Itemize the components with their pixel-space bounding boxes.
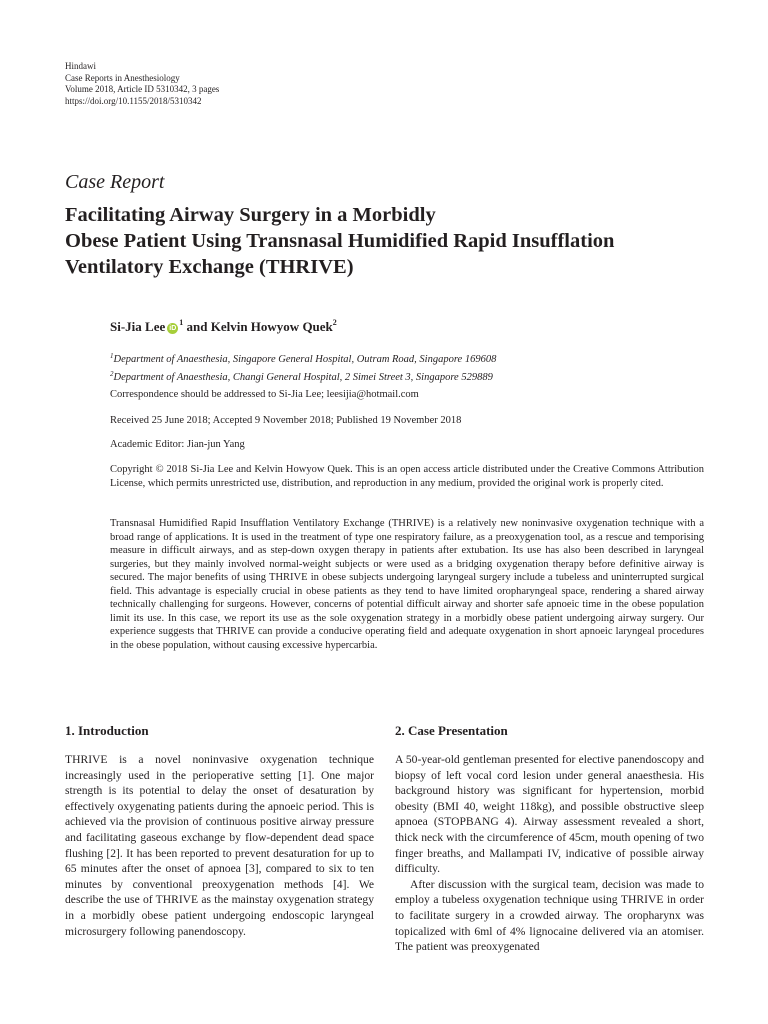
author-2-affiliation-marker: 2 bbox=[332, 318, 337, 327]
section-heading-introduction: 1. Introduction bbox=[65, 723, 149, 738]
publication-info bbox=[65, 61, 219, 107]
affiliation-2-marker: 2 bbox=[110, 370, 114, 378]
affiliations bbox=[110, 349, 496, 385]
publication-dates: Received 25 June 2018; Accepted 9 November 2018; Published 19 November 2018 bbox=[110, 415, 462, 426]
correspondence: Correspondence should be addressed to Si-Jia Lee; leesijia@hotmail.com bbox=[110, 389, 419, 400]
paragraph: A 50-year-old gentleman presented for elective panendoscopy and biopsy of left vocal cord lesion under general anaesthesia. His background history was significant for hypertension, morbid obesity (BMI 40, weight 118kg), and possible obstructive sleep apnoea (STOPBANG 4). Airway assessment revealed a short, thick neck with the circumference of 45cm, mouth opening of two finger breaths, and Mallampati IV, indicative of possible airway difficulty. bbox=[395, 753, 704, 876]
author-name-2[interactable]: Kelvin Howyow Quek bbox=[210, 319, 333, 334]
doi-link[interactable]: https://doi.org/10.1155/2018/5310342 bbox=[65, 95, 202, 106]
title-line-3: Ventilatory Exchange (THRIVE) bbox=[65, 256, 354, 278]
abstract: Transnasal Humidified Rapid Insufflation Ventilatory Exchange (THRIVE) is a relatively new noninvasive oxygenation technique with a broad range of applications. It is used in the treatment of type one respiratory failure, as a preoxygenation tool, as a rescue and temporising measure in difficult airways, and as step-down oxygen therapy in patients after extubation. Its use has also been described in laryngeal surgeries, but they mainly involved normal-weight subjects or were used as a bridging oxygenation therapy before definitive airway is secured. The major benefits of using THRIVE in obese subjects undergoing laryngeal surgery include a tubeless and uninterrupted surgical field. This advantage is especially crucial in obese patients as they tend to have limited oropharyngeal space, rendering a shared airway technically challenging for surgeons. However, concerns of potential difficult airway and shorter safe apnoeic time in the obese population limit its use. In this case, we report its use as the sole oxygenation strategy in a morbidly obese patient undergoing airway surgery. Our experience suggests that THRIVE can provide a conducive operating field and adequate oxygenation in short apnoeic laryngeal procedures in the obese population, without causing excessive hypercarbia. bbox=[110, 518, 704, 651]
author-name-1[interactable]: Si-Jia Lee bbox=[110, 319, 166, 334]
title-line-2: Obese Patient Using Transnasal Humidified Rapid Insufflation bbox=[65, 230, 615, 252]
affiliation-1-marker: 1 bbox=[110, 352, 114, 360]
affiliation-1-text: Department of Anaesthesia, Singapore General Hospital, Outram Road, Singapore 169608 bbox=[113, 354, 497, 365]
academic-editor: Academic Editor: Jian-jun Yang bbox=[110, 439, 245, 450]
copyright-notice: Copyright © 2018 Si-Jia Lee and Kelvin Howyow Quek. This is an open access article distributed under the Creative Commons Attribution License, which permits unrestricted use, distribution, and reproduction in any medium, provided the original work is properly cited. bbox=[110, 464, 704, 489]
orcid-icon[interactable]: iD bbox=[169, 325, 177, 332]
publisher-name: Hindawi bbox=[65, 61, 96, 71]
author-1-affiliation-marker: 1 bbox=[179, 318, 184, 327]
journal-name: Case Reports in Anesthesiology bbox=[65, 72, 180, 83]
author-connector: and bbox=[183, 319, 211, 334]
affiliation-2-text: Department of Anaesthesia, Changi General Hospital, 2 Simei Street 3, Singapore 529889 bbox=[113, 372, 493, 383]
author-list bbox=[110, 318, 337, 335]
article-title bbox=[65, 202, 725, 280]
affiliation-1 bbox=[110, 349, 496, 367]
section-heading-case-presentation: 2. Case Presentation bbox=[395, 723, 508, 738]
introduction-column bbox=[65, 752, 374, 939]
paragraph: After discussion with the surgical team, decision was made to employ a tubeless oxygenation technique using THRIVE in order to facilitate surgery in a crowded airway. The oropharynx was topicalized with 6ml of 4% lignocaine delivered via an atomiser. The patient was preoxygenated bbox=[395, 877, 704, 954]
article-type: Case Report bbox=[65, 171, 165, 193]
volume-info: Volume 2018, Article ID 5310342, 3 pages bbox=[65, 84, 220, 94]
title-line-1: Facilitating Airway Surgery in a Morbidly bbox=[65, 204, 436, 226]
case-presentation-column bbox=[395, 752, 704, 955]
paragraph: THRIVE is a novel noninvasive oxygenation technique increasingly used in the perioperative setting [1]. One major strength is its potential to delay the onset of desaturation by effectively oxygenating patients during the apnoeic period. This is achieved via the provision of continuous positive airway pressure and facilitating gaseous exchange by flow-dependent dead space flushing [2]. It has been reported to prevent desaturation for up to 65 minutes after the onset of apnoea [3], compared to six to ten minutes by conventional preoxygenation methods [4]. We describe the use of THRIVE as the mainstay oxygenation strategy in a morbidly obese patient undergoing endoscopic laryngeal microsurgery following panendoscopy. bbox=[65, 753, 374, 938]
affiliation-2 bbox=[110, 367, 496, 385]
